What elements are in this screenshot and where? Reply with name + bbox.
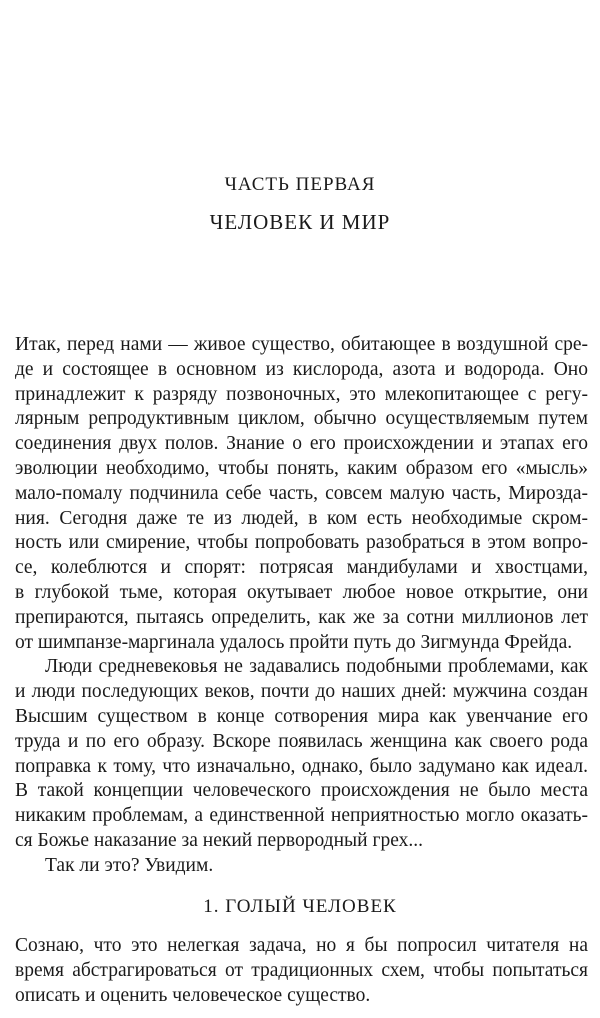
part-label: ЧАСТЬ ПЕРВАЯ [224, 174, 376, 195]
text-line: ся Божье наказание за некий первородный грех... [15, 829, 423, 851]
paragraph [15, 854, 588, 879]
section-body-text [15, 934, 588, 1008]
text-line: Высшим существом в конце сотворения мира как увенчание его [15, 705, 588, 727]
text-line: де и состоящее в основном из кислорода, азота и водорода. Оно [15, 358, 588, 380]
paragraph [15, 655, 588, 853]
text-line: ния. Сегодня даже те из людей, в ком есть необходимые скром- [15, 507, 588, 529]
part-title: ЧЕЛОВЕК И МИР [209, 210, 391, 234]
text-line: от шимпанзе-маргинала удалось пройти путь до Зигмунда Фрейда. [15, 631, 573, 653]
section-title: 1. ГОЛЫЙ ЧЕЛОВЕК [203, 896, 397, 917]
text-line: мало-помалу подчинила себе часть, совсем малую часть, Мирозда- [15, 482, 588, 504]
text-line: лярным репродуктивным циклом, обычно осуществляемым путем [15, 408, 588, 430]
text-line: поправка к тому, что изначально, однако, было задумано как идеал. [15, 755, 588, 777]
text-line: В такой концепции человеческого происхождения не было места [15, 780, 588, 802]
text-line: Люди средневековья не задавались подобными проблемами, как [45, 656, 588, 678]
text-line: принадлежит к разряду позвоночных, это млекопитающее с регу- [15, 383, 588, 405]
text-line: Сознаю, что это нелегкая задача, но я бы попросил читателя на [15, 935, 588, 956]
text-line: эволюции необходимо, чтобы понять, каким образом его «мысль» [15, 457, 588, 479]
text-line: Итак, перед нами — живое существо, обитающее в воздушной сре- [15, 334, 588, 355]
text-line: ность или смирение, чтобы попробовать разобраться в этом вопро- [15, 532, 588, 554]
text-line: описать и оценить человеческое существо. [15, 984, 371, 1006]
text-line: в глубокой тьме, которая окутывает любое новое открытие, они [15, 581, 588, 603]
text-line: время абстрагироваться от традиционных схем, чтобы попытаться [15, 959, 588, 981]
text-line: се, колеблются и спорят: потрясая мандибулами и хвостцами, [15, 557, 588, 579]
text-line: Так ли это? Увидим. [45, 854, 214, 876]
paragraph [15, 333, 588, 655]
text-line: и люди последующих веков, почти до наших дней: мужчина создан [15, 681, 588, 703]
text-line: труда и по его образу. Вскоре появилась женщина как своего рода [15, 730, 588, 752]
body-text [15, 333, 588, 879]
text-line: соединения двух полов. Знание о его происхождении и этапах его [15, 433, 588, 455]
text-line: никаким проблемам, а единственной неприятностью могло оказать- [15, 805, 588, 827]
paragraph [15, 934, 588, 1008]
text-line: препираются, пытаясь определить, как же за сотни миллионов лет [15, 606, 588, 628]
